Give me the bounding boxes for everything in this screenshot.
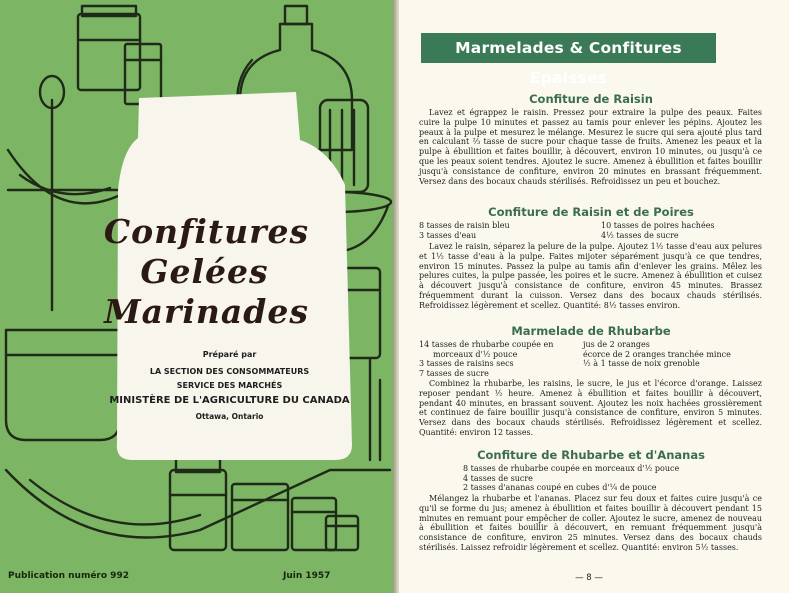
publication-number: Publication numéro 992 [8, 571, 129, 581]
recipe-title-rhubarb-pineapple-jam: Confiture de Rhubarbe et d'Ananas [477, 448, 705, 462]
ingredient-item: 3 tasses d'eau [419, 230, 477, 240]
service-name: SERVICE DES MARCHÉS [176, 381, 283, 390]
ingredient-item: 8 tasses de rhubarbe coupée en morceaux d'½ pouce [463, 464, 680, 473]
cover-title-line-3: Marinades [104, 292, 309, 331]
ingredient-item: jus de 2 oranges [583, 340, 650, 349]
recipe-title-grape-jam: Confiture de Raisin [529, 92, 653, 106]
ingredient-item: écorce de 2 oranges tranchée mince [583, 349, 731, 359]
recipe-instructions-grape-pear-jam: Lavez le raisin, séparez la pelure de la pulpe. Ajoutez 1½ tasse d'eau aux pelures et 1½ tasse d'eau à la pulpe. Faites mijoter séparément jusqu'à ce que tendres, environ 15 minutes. Passez la pulpe au tamis afin d'enlever les grains. Mêlez les pelures cuites, la pulpe passée, les poires et le sucre. Amenez à ébullition et cuisez à découvert jusqu'à consistance de confiture, environ 45 minutes. Brassez fréquemment durant la cuisson. Versez dans des bocaux chauds stérilisés. Refroidissez légèrement et scellez. Quantité: 8½ tasses environ. [419, 242, 762, 310]
page-number: — 8 — [575, 573, 603, 583]
ingredient-item: 2 tasses d'ananas coupé en cubes d'¼ de pouce [463, 483, 657, 493]
cover-title-line-2: Gelées [140, 252, 269, 291]
ingredient-list-right [601, 221, 715, 240]
publication-date: Juin 1957 [283, 571, 331, 581]
ingredient-item: ½ à 1 tasse de noix grenoble [583, 359, 700, 369]
ingredient-item: 7 tasses de sucre [419, 368, 489, 378]
recipe-instructions-rhubarb-marmalade: Combinez la rhubarbe, les raisins, le sucre, le jus et l'écorce d'orange. Laissez reposer pendant ½ heure. Amenez à ébullition et faites bouillir à découvert, pendant 40 minutes, en brassant souvent. Ajoutez les noix hachées grossièrement et continuez de faire bouillir jusqu'à consistance de confiture, environ 5 minutes. Versez dans des bocaux chauds stérilisés. Refroidissez légèrement et scellez. Quantité: environ 12 tasses. [419, 379, 762, 437]
ingredient-list [463, 464, 679, 493]
recipe-page [399, 0, 789, 593]
city-text: Ottawa, Ontario [195, 412, 264, 421]
ingredient-item: 3 tasses de raisins secs [419, 359, 514, 369]
recipe-instructions-rhubarb-pineapple-jam: Mélangez la rhubarbe et l'ananas. Placez sur feu doux et faites cuire jusqu'à ce qu'il se forme du jus; amenez à ébullition et faites bouillir à découvert pendant 15 minutes en remuant pour empêcher de coller. Ajoutez le sucre, amenez de nouveau à ébullition et faites bouillir à découvert, en remuant fréquemment jusqu'à consistance de confiture, environ 25 minutes. Versez dans des bocaux chauds stérilisés. Laissez refroidir légèrement et scellez. Quantité: environ 5½ tasses. [419, 494, 762, 552]
recipe-title-grape-pear-jam: Confiture de Raisin et de Poires [488, 205, 694, 219]
ingredient-list-left [419, 340, 553, 378]
recipe-title-rhubarb-marmalade: Marmelade de Rhubarbe [511, 324, 671, 338]
section-name: LA SECTION DES CONSOMMATEURS [149, 367, 310, 376]
ingredient-item: 4½ tasses de sucre [601, 230, 679, 240]
ministry-name: MINISTÈRE DE L'AGRICULTURE DU CANADA [109, 395, 350, 406]
section-banner: Marmelades & Confitures Épaisses [421, 33, 716, 63]
ingredient-list-right [583, 340, 731, 369]
ingredient-item: 10 tasses de poires hachées [601, 221, 715, 230]
ingredient-item: 14 tasses de rhubarbe coupée en [419, 340, 554, 349]
ingredient-item: 4 tasses de sucre [463, 473, 533, 483]
ingredient-list-left [419, 221, 510, 240]
cover-page [0, 0, 393, 593]
ingredient-item: morceaux d'½ pouce [433, 349, 518, 359]
ingredient-item: 8 tasses de raisin bleu [419, 221, 510, 230]
recipe-instructions-grape-jam: Lavez et égrappez le raisin. Pressez pour extraire la pulpe des peaux. Faites cuire la pulpe 10 minutes et passez au tamis pour enlever les pépins. Ajoutez les peaux à la pulpe et mesurez le mélange. Mesurez le sucre qui sera ajouté plus tard en calculant ⅔ tasse de sucre pour chaque tasse de fruits. Amenez les peaux et la pulpe à ébullition et faites bouillir, à découvert, environ 10 minutes, ou jusqu'à ce que les peaux soient tendres. Ajoutez le sucre. Amenez à ébullition et faites bouillir jusqu'à consistance de confiture, environ 20 minutes en brassant fréquemment. Versez dans des bocaux chauds stérilisés. Refroidissez un peu et bouchez. [419, 108, 762, 186]
cover-title-line-1: Confitures [103, 212, 310, 251]
prepared-by-text: Préparé par [202, 350, 257, 359]
